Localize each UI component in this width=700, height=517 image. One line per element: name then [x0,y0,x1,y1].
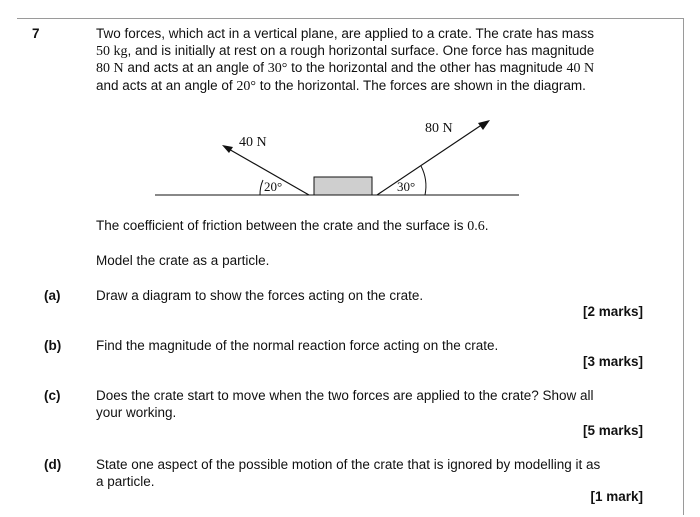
model-statement: Model the crate as a particle. [96,253,270,268]
label-40n: 40 N [239,135,267,150]
label-20-degrees: 20° [264,179,283,194]
part-d-text-line2: a particle. [96,473,155,489]
angle-20-value: 20° [236,78,256,94]
part-d-marks: [1 mark] [590,489,643,504]
part-a-text: Draw a diagram to show the forces acting on the crate. [96,288,424,303]
part-d-text [96,457,648,490]
force-40-arrowhead [222,145,233,153]
part-c-marks: [5 marks] [582,423,643,438]
part-c-text-line1: Does the crate start to move when the two forces are applied to the crate? Show all [96,388,594,403]
friction-text: The coefficient of friction between the crate and the surface is [96,218,468,233]
force-80-arrowhead [478,120,490,130]
part-a-label: (a) [44,288,61,303]
force-40-value: 40 N [566,61,595,76]
part-c-label: (c) [44,388,61,403]
friction-coefficient: 0.6 [467,219,485,234]
stem-text-3: and acts at an angle of [123,60,268,75]
angle-20-arc [260,180,263,195]
label-30-degrees: 30° [397,179,416,194]
part-b-marks: [3 marks] [582,354,643,369]
mass-value: 50 kg [96,43,128,59]
angle-30-value: 30° [267,61,288,76]
friction-statement [96,218,648,236]
crate [314,177,372,195]
stem-text-2: , and is initially at rest on a rough horizontal surface. One force has magnitude [127,42,595,58]
part-d-label: (d) [44,457,62,472]
stem-text-6: to the horizontal. The forces are shown in the diagram. [255,77,586,93]
stem-text-1: Two forces, which act in a vertical plane, are applied to a crate. The crate has mass [96,26,594,41]
friction-end: . [484,218,489,233]
part-d-text-line1: State one aspect of the possible motion of the crate that is ignored by modelling it as [96,457,601,472]
part-b-text: Find the magnitude of the normal reaction force acting on the crate. [96,338,499,353]
part-c-text [96,388,648,421]
stem-text-4: to the horizontal and the other has magnitude [287,60,567,75]
angle-30-arc [421,166,426,195]
part-c-text-line2: your working. [96,404,177,420]
part-a-marks: [2 marks] [582,304,643,319]
stem-text-5: and acts at an angle of [96,77,237,93]
label-80n: 80 N [425,121,453,136]
part-b-label: (b) [44,338,62,353]
question-number: 7 [32,26,40,41]
force-80-value: 80 N [96,61,124,76]
